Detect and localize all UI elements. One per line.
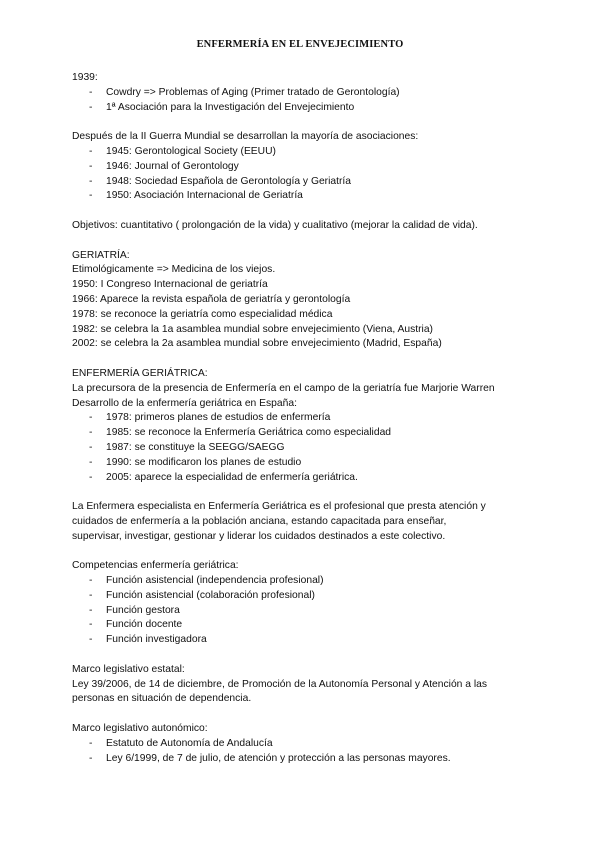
list-item: - 1948: Sociedad Española de Gerontología y Geriatría — [89, 175, 351, 187]
autonomico-list — [72, 737, 542, 767]
geriatria-heading: GERIATRÍA: — [72, 249, 130, 261]
list-item: - 1945: Gerontological Society (EEUU) — [89, 145, 276, 157]
postwar-list — [72, 145, 542, 204]
geriatria-line: 1966: Aparece la revista española de geriatría y gerontología — [72, 293, 351, 305]
enfermeria-heading: ENFERMERÍA GERIÁTRICA: — [72, 367, 208, 379]
geriatria-line: 2002: se celebra la 2a asamblea mundial sobre envejecimiento (Madrid, España) — [72, 338, 442, 350]
competencias-list — [72, 574, 542, 648]
definicion-line: supervisar, investigar, gestionar y liderar los cuidados destinados a este colectivo. — [72, 530, 446, 542]
estatal-line: personas en situación de dependencia. — [72, 693, 252, 705]
list-item: - Función asistencial (independencia profesional) — [89, 575, 324, 587]
competencias-heading: Competencias enfermería geriátrica: — [72, 560, 239, 572]
estatal-line: Ley 39/2006, de 14 de diciembre, de Promoción de la Autonomía Personal y Atención a las — [72, 678, 488, 690]
postwar-intro: Después de la II Guerra Mundial se desarrollan la mayoría de asociaciones: — [72, 131, 419, 143]
list-item: - Estatuto de Autonomía de Andalucía — [89, 737, 273, 749]
list-item: - Función investigadora — [89, 634, 207, 646]
list-item: - 1985: se reconoce la Enfermería Geriátrica como especialidad — [89, 427, 392, 439]
list-item: - 2005: aparece la especialidad de enfermería geriátrica. — [89, 471, 358, 483]
enfermeria-list — [72, 411, 542, 485]
list-item: - Cowdry => Problemas of Aging (Primer tratado de Gerontología) — [89, 86, 400, 98]
enfermeria-line: Desarrollo de la enfermería geriátrica en España: — [72, 397, 297, 409]
geriatria-line: Etimológicamente => Medicina de los viejos. — [72, 264, 276, 276]
definicion-line: La Enfermera especialista en Enfermería Geriátrica es el profesional que presta atención y — [72, 501, 486, 513]
enfermeria-line: La precursora de la presencia de Enfermería en el campo de la geriatría fue Marjorie Warren — [72, 382, 495, 394]
section-1939-list — [72, 86, 542, 116]
list-item: - Función asistencial (colaboración profesional) — [89, 589, 315, 601]
list-item: - Ley 6/1999, de 7 de julio, de atención y protección a las personas mayores. — [89, 752, 451, 764]
autonomico-heading: Marco legislativo autonómico: — [72, 723, 208, 735]
objetivos-text: Objetivos: cuantitativo ( prolongación de la vida) y cualitativo (mejorar la calidad de vida). — [72, 219, 478, 231]
geriatria-line: 1978: se reconoce la geriatría como especialidad médica — [72, 308, 333, 320]
list-item: - Función docente — [89, 619, 183, 631]
list-item: - 1978: primeros planes de estudios de enfermería — [89, 412, 331, 424]
geriatria-line: 1982: se celebra la 1a asamblea mundial sobre envejecimiento (Viena, Austria) — [72, 323, 433, 335]
page-title: ENFERMERÍA EN EL ENVEJECIMIENTO — [196, 39, 404, 50]
estatal-heading: Marco legislativo estatal: — [72, 663, 185, 675]
list-item: - 1946: Journal of Gerontology — [89, 160, 239, 172]
list-item: - Función gestora — [89, 604, 180, 616]
list-item: - 1ª Asociación para la Investigación del Envejecimiento — [89, 101, 355, 113]
list-item: - 1987: se constituye la SEEGG/SAEGG — [89, 441, 285, 453]
document-body — [72, 71, 542, 766]
list-item: - 1950: Asociación Internacional de Geriatría — [89, 190, 303, 202]
section-1939-heading: 1939: — [72, 72, 98, 83]
definicion-line: cuidados de enfermería a la población anciana, estando capacitada para enseñar, — [72, 515, 447, 527]
list-item: - 1990: se modificaron los planes de estudio — [89, 456, 302, 468]
geriatria-line: 1950: I Congreso Internacional de geriatría — [72, 279, 268, 291]
